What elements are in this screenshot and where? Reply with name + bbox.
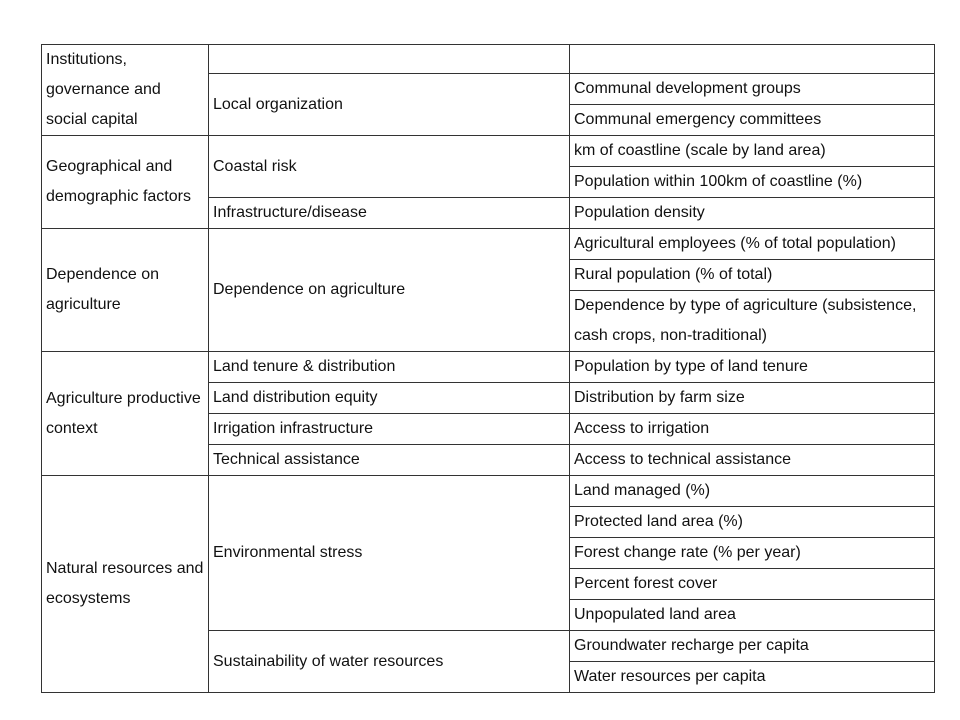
table-row [42, 352, 935, 383]
indicator-cell: Population within 100km of coastline (%) [570, 167, 935, 198]
subcategory-cell: Dependence on agriculture [209, 229, 570, 352]
indicator-cell: Population density [570, 198, 935, 229]
category-cell: Geographical and demographic factors [42, 136, 209, 229]
table-row [42, 136, 935, 167]
subcategory-cell [209, 45, 570, 74]
indicator-cell: Groundwater recharge per capita [570, 631, 935, 662]
indicator-cell: Agricultural employees (% of total population) [570, 229, 935, 260]
indicator-cell: Percent forest cover [570, 569, 935, 600]
table-row [42, 476, 935, 507]
indicator-cell: Rural population (% of total) [570, 260, 935, 291]
indicator-table [41, 44, 935, 693]
indicator-cell [570, 45, 935, 74]
subcategory-cell: Coastal risk [209, 136, 570, 198]
indicator-cell: Communal emergency committees [570, 105, 935, 136]
subcategory-cell: Local organization [209, 74, 570, 136]
category-cell: Agriculture productive context [42, 352, 209, 476]
indicator-cell: Population by type of land tenure [570, 352, 935, 383]
indicator-cell: km of coastline (scale by land area) [570, 136, 935, 167]
subcategory-cell: Land tenure & distribution [209, 352, 570, 383]
indicator-cell: Protected land area (%) [570, 507, 935, 538]
indicator-cell: Communal development groups [570, 74, 935, 105]
table-row [42, 45, 935, 74]
category-cell: Institutions, governance and social capital [42, 45, 209, 136]
indicator-cell: Water resources per capita [570, 662, 935, 693]
subcategory-cell: Infrastructure/disease [209, 198, 570, 229]
indicator-cell: Dependence by type of agriculture (subsistence, cash crops, non-traditional) [570, 291, 935, 352]
subcategory-cell: Irrigation infrastructure [209, 414, 570, 445]
indicator-cell: Forest change rate (% per year) [570, 538, 935, 569]
indicator-cell: Unpopulated land area [570, 600, 935, 631]
category-cell: Natural resources and ecosystems [42, 476, 209, 693]
subcategory-cell: Technical assistance [209, 445, 570, 476]
table-row [42, 229, 935, 260]
indicator-cell: Access to irrigation [570, 414, 935, 445]
subcategory-cell: Land distribution equity [209, 383, 570, 414]
subcategory-cell: Sustainability of water resources [209, 631, 570, 693]
indicator-cell: Access to technical assistance [570, 445, 935, 476]
category-cell: Dependence on agriculture [42, 229, 209, 352]
subcategory-cell: Environmental stress [209, 476, 570, 631]
indicator-cell: Distribution by farm size [570, 383, 935, 414]
indicator-cell: Land managed (%) [570, 476, 935, 507]
